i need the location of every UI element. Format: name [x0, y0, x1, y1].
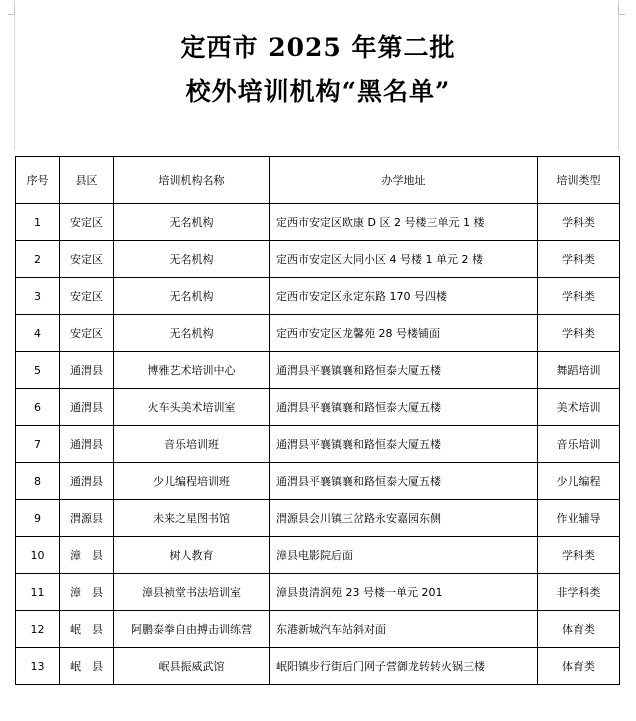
cell-no: 11 [16, 574, 60, 611]
cell-address: 东港新城汽车站斜对面 [270, 611, 538, 648]
header-no: 序号 [16, 157, 60, 204]
cell-type: 学科类 [538, 278, 620, 315]
cell-address: 岷阳镇步行街后门网子营御龙转转火锅三楼 [270, 648, 538, 685]
cell-no: 7 [16, 426, 60, 463]
header-name: 培训机构名称 [114, 157, 270, 204]
cell-address: 通渭县平襄镇襄和路恒泰大厦五楼 [270, 463, 538, 500]
cell-no: 4 [16, 315, 60, 352]
cell-county: 漳 县 [60, 574, 114, 611]
page-corner-mark-right [619, 14, 625, 15]
cell-address: 定西市安定区永定东路 170 号四楼 [270, 278, 538, 315]
cell-county: 通渭县 [60, 352, 114, 389]
table-row [16, 463, 620, 500]
cell-county: 渭源县 [60, 500, 114, 537]
cell-name: 少儿编程培训班 [114, 463, 270, 500]
cell-county: 岷 县 [60, 611, 114, 648]
cell-address: 漳县贵清润苑 23 号楼一单元 201 [270, 574, 538, 611]
table-row [16, 278, 620, 315]
cell-type: 体育类 [538, 648, 620, 685]
cell-name: 无名机构 [114, 315, 270, 352]
table-row [16, 389, 620, 426]
cell-no: 13 [16, 648, 60, 685]
cell-type: 学科类 [538, 315, 620, 352]
table-row [16, 241, 620, 278]
cell-type: 体育类 [538, 611, 620, 648]
table-row [16, 352, 620, 389]
table-row [16, 574, 620, 611]
cell-county: 安定区 [60, 204, 114, 241]
cell-type: 音乐培训 [538, 426, 620, 463]
header-address: 办学地址 [270, 157, 538, 204]
cell-address: 定西市安定区大同小区 4 号楼 1 单元 2 楼 [270, 241, 538, 278]
cell-name: 火车头美术培训室 [114, 389, 270, 426]
cell-address: 定西市安定区欧康 D 区 2 号楼三单元 1 楼 [270, 204, 538, 241]
cell-county: 安定区 [60, 278, 114, 315]
cell-name: 阿鹏泰拳自由搏击训练营 [114, 611, 270, 648]
cell-name: 无名机构 [114, 241, 270, 278]
table-header-row [16, 157, 620, 204]
cell-address: 定西市安定区龙馨苑 28 号楼铺面 [270, 315, 538, 352]
cell-county: 岷 县 [60, 648, 114, 685]
cell-address: 漳县电影院后面 [270, 537, 538, 574]
cell-no: 10 [16, 537, 60, 574]
table-row [16, 611, 620, 648]
cell-name: 音乐培训班 [114, 426, 270, 463]
cell-no: 5 [16, 352, 60, 389]
table-row [16, 648, 620, 685]
cell-no: 8 [16, 463, 60, 500]
header-type: 培训类型 [538, 157, 620, 204]
cell-county: 安定区 [60, 241, 114, 278]
table-row [16, 204, 620, 241]
cell-name: 博雅艺术培训中心 [114, 352, 270, 389]
table-row [16, 537, 620, 574]
cell-type: 学科类 [538, 537, 620, 574]
cell-no: 3 [16, 278, 60, 315]
cell-name: 树人教育 [114, 537, 270, 574]
table-row [16, 426, 620, 463]
table-row [16, 500, 620, 537]
page-corner-tick-right [618, 6, 619, 14]
cell-no: 9 [16, 500, 60, 537]
cell-name: 未来之星图书馆 [114, 500, 270, 537]
cell-type: 学科类 [538, 241, 620, 278]
cell-county: 通渭县 [60, 426, 114, 463]
cell-type: 舞蹈培训 [538, 352, 620, 389]
cell-type: 作业辅导 [538, 500, 620, 537]
header-county: 县区 [60, 157, 114, 204]
table-row [16, 315, 620, 352]
cell-county: 通渭县 [60, 463, 114, 500]
cell-no: 2 [16, 241, 60, 278]
page-corner-mark-left [8, 14, 14, 15]
cell-address: 通渭县平襄镇襄和路恒泰大厦五楼 [270, 426, 538, 463]
cell-address: 通渭县平襄镇襄和路恒泰大厦五楼 [270, 389, 538, 426]
cell-name: 岷县振威武馆 [114, 648, 270, 685]
cell-no: 6 [16, 389, 60, 426]
cell-type: 学科类 [538, 204, 620, 241]
cell-address: 渭源县会川镇三岔路永安嘉园东侧 [270, 500, 538, 537]
blacklist-table [15, 156, 620, 685]
cell-name: 漳县祯堂书法培训室 [114, 574, 270, 611]
page-corner-tick-left [14, 6, 15, 14]
cell-county: 漳 县 [60, 537, 114, 574]
cell-type: 非学科类 [538, 574, 620, 611]
cell-no: 12 [16, 611, 60, 648]
cell-type: 少儿编程 [538, 463, 620, 500]
cell-name: 无名机构 [114, 204, 270, 241]
document-title-line1: 定西市 2025 年第二批 [180, 33, 456, 62]
cell-name: 无名机构 [114, 278, 270, 315]
cell-no: 1 [16, 204, 60, 241]
cell-county: 安定区 [60, 315, 114, 352]
cell-address: 通渭县平襄镇襄和路恒泰大厦五楼 [270, 352, 538, 389]
cell-type: 美术培训 [538, 389, 620, 426]
cell-county: 通渭县 [60, 389, 114, 426]
document-title-line2: 校外培训机构“黑名单” [185, 77, 451, 106]
